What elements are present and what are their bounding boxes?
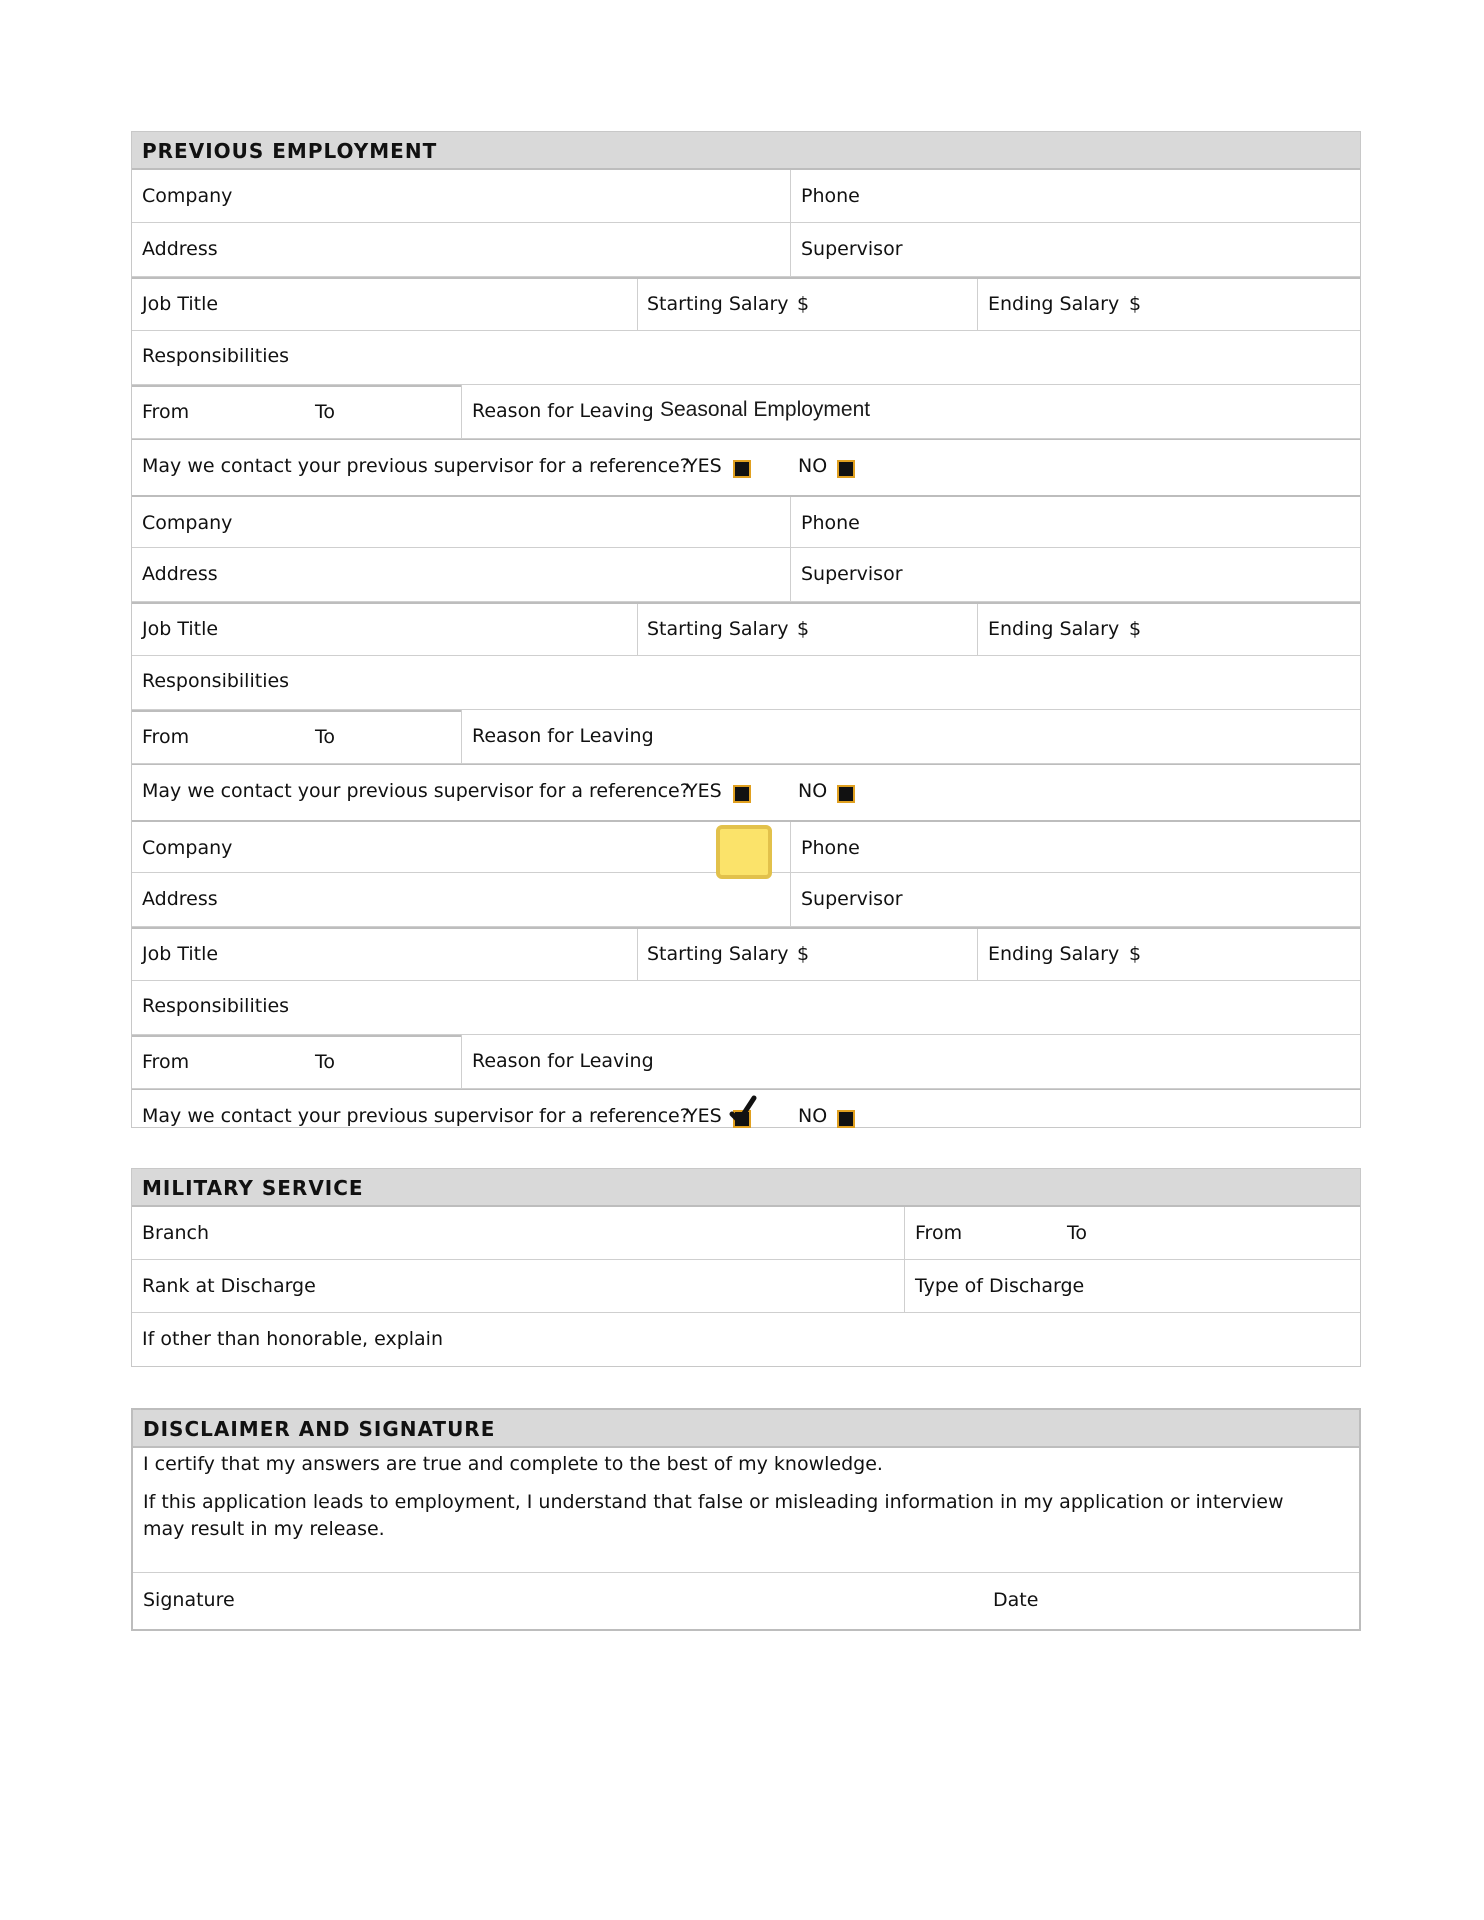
no-checkbox[interactable] xyxy=(837,460,855,478)
ending-salary-field[interactable] xyxy=(977,279,1360,330)
dates-row xyxy=(132,385,1360,439)
disclaimer-line-2a: If this application leads to employment, I understand that false or misleading information in my application or interview xyxy=(143,1491,1284,1513)
reason-label: Reason for Leaving xyxy=(472,1050,654,1072)
supervisor-label: Supervisor xyxy=(801,888,903,910)
to-label: To xyxy=(315,726,336,748)
reference-row xyxy=(132,764,1360,820)
branch-label: Branch xyxy=(142,1222,210,1244)
company-label: Company xyxy=(142,837,233,859)
phone-label: Phone xyxy=(801,512,860,534)
ending-salary-field[interactable] xyxy=(977,929,1360,980)
to-label: To xyxy=(315,401,336,423)
no-checkbox[interactable] xyxy=(837,1110,855,1128)
address-label: Address xyxy=(142,888,218,910)
from-label: From xyxy=(142,401,190,423)
discharge-type-field[interactable] xyxy=(904,1260,1360,1312)
address-row xyxy=(132,548,1360,602)
service-dates-field[interactable] xyxy=(904,1207,1360,1259)
responsibilities-label: Responsibilities xyxy=(142,670,290,692)
phone-field[interactable] xyxy=(790,170,1360,222)
previous-employment-title: PREVIOUS EMPLOYMENT xyxy=(132,132,1360,170)
address-field[interactable] xyxy=(132,223,790,276)
disclaimer-text-row xyxy=(133,1448,1359,1573)
address-field[interactable] xyxy=(132,548,790,601)
starting-currency: $ xyxy=(797,293,810,315)
disclaimer-line-2b: may result in my release. xyxy=(143,1518,385,1540)
previous-employment-section xyxy=(131,131,1361,1128)
reason-field[interactable] xyxy=(461,385,1360,438)
discharge-type-label: Type of Discharge xyxy=(915,1275,1085,1297)
supervisor-field[interactable] xyxy=(790,873,1360,926)
reason-label: Reason for Leaving xyxy=(472,400,654,422)
date-label: Date xyxy=(993,1589,1039,1611)
no-label: NO xyxy=(798,780,828,802)
reason-field[interactable] xyxy=(461,1035,1360,1088)
supervisor-field[interactable] xyxy=(790,548,1360,601)
supervisor-field[interactable] xyxy=(790,223,1360,276)
rank-row xyxy=(132,1260,1360,1313)
disclaimer-title: DISCLAIMER AND SIGNATURE xyxy=(133,1410,1359,1448)
starting-salary-field[interactable] xyxy=(637,929,977,980)
company-label: Company xyxy=(142,512,233,534)
starting-salary-field[interactable] xyxy=(637,604,977,655)
starting-salary-label: Starting Salary xyxy=(647,618,789,640)
address-row xyxy=(132,873,1360,927)
military-service-section xyxy=(131,1168,1361,1367)
military-to-label: To xyxy=(1067,1222,1088,1244)
date-field[interactable] xyxy=(983,1573,1359,1629)
employment-entry xyxy=(132,495,1360,820)
address-label: Address xyxy=(142,563,218,585)
ending-salary-label: Ending Salary xyxy=(988,293,1120,315)
responsibilities-label: Responsibilities xyxy=(142,345,290,367)
reference-question: May we contact your previous supervisor for a reference? xyxy=(142,1105,690,1127)
ending-salary-field[interactable] xyxy=(977,604,1360,655)
phone-label: Phone xyxy=(801,837,860,859)
yes-checkbox[interactable] xyxy=(733,460,751,478)
branch-row xyxy=(132,1207,1360,1260)
job-title-row xyxy=(132,927,1360,981)
company-label: Company xyxy=(142,185,233,207)
ending-currency: $ xyxy=(1129,618,1142,640)
rank-field[interactable] xyxy=(132,1260,904,1312)
address-label: Address xyxy=(142,238,218,260)
reason-field[interactable] xyxy=(461,710,1360,763)
starting-salary-field[interactable] xyxy=(637,279,977,330)
dates-field[interactable] xyxy=(132,1035,461,1088)
job-title-row xyxy=(132,602,1360,656)
yes-label: YES xyxy=(686,780,722,802)
dates-row xyxy=(132,710,1360,764)
sticky-note[interactable] xyxy=(716,825,772,879)
job-title-label: Job Title xyxy=(142,618,219,640)
company-field[interactable] xyxy=(132,822,790,872)
no-checkbox[interactable] xyxy=(837,785,855,803)
dates-field[interactable] xyxy=(132,385,461,438)
rank-label: Rank at Discharge xyxy=(142,1275,316,1297)
ending-salary-label: Ending Salary xyxy=(988,943,1120,965)
job-title-field[interactable] xyxy=(132,279,637,330)
signature-label: Signature xyxy=(143,1589,235,1611)
address-field[interactable] xyxy=(132,873,790,926)
company-row xyxy=(132,170,1360,223)
phone-label: Phone xyxy=(801,185,860,207)
branch-field[interactable] xyxy=(132,1207,904,1259)
no-label: NO xyxy=(798,1105,828,1127)
responsibilities-field[interactable] xyxy=(132,331,1360,384)
company-field[interactable] xyxy=(132,497,790,547)
yes-label: YES xyxy=(686,455,722,477)
reference-row xyxy=(132,1089,1360,1145)
ending-salary-label: Ending Salary xyxy=(988,618,1120,640)
dates-row xyxy=(132,1035,1360,1089)
employment-entry xyxy=(132,170,1360,495)
job-title-label: Job Title xyxy=(142,943,219,965)
starting-currency: $ xyxy=(797,943,810,965)
no-label: NO xyxy=(798,455,828,477)
ending-currency: $ xyxy=(1129,943,1142,965)
job-title-field[interactable] xyxy=(132,929,637,980)
responsibilities-label: Responsibilities xyxy=(142,995,290,1017)
phone-field[interactable] xyxy=(790,822,1360,872)
starting-salary-label: Starting Salary xyxy=(647,293,789,315)
military-from-label: From xyxy=(915,1222,963,1244)
responsibilities-row xyxy=(132,981,1360,1035)
job-title-field[interactable] xyxy=(132,604,637,655)
signature-row xyxy=(133,1573,1359,1629)
from-label: From xyxy=(142,1051,190,1073)
supervisor-label: Supervisor xyxy=(801,563,903,585)
company-field[interactable] xyxy=(132,170,790,222)
explain-field[interactable] xyxy=(132,1313,1360,1366)
address-row xyxy=(132,223,1360,277)
from-label: From xyxy=(142,726,190,748)
yes-label: YES xyxy=(686,1105,722,1127)
responsibilities-row xyxy=(132,331,1360,385)
checkmark-icon xyxy=(728,1094,758,1124)
disclaimer-section xyxy=(131,1408,1361,1631)
responsibilities-row xyxy=(132,656,1360,710)
starting-salary-label: Starting Salary xyxy=(647,943,789,965)
reference-question: May we contact your previous supervisor for a reference? xyxy=(142,455,690,477)
company-row xyxy=(132,495,1360,548)
supervisor-label: Supervisor xyxy=(801,238,903,260)
signature-field[interactable] xyxy=(133,1573,983,1629)
dates-field[interactable] xyxy=(132,710,461,763)
responsibilities-field[interactable] xyxy=(132,981,1360,1034)
explain-row xyxy=(132,1313,1360,1366)
military-service-title: MILITARY SERVICE xyxy=(132,1169,1360,1207)
reference-row xyxy=(132,439,1360,495)
phone-field[interactable] xyxy=(790,497,1360,547)
job-title-row xyxy=(132,277,1360,331)
explain-label: If other than honorable, explain xyxy=(142,1328,444,1350)
reason-label: Reason for Leaving xyxy=(472,725,654,747)
responsibilities-field[interactable] xyxy=(132,656,1360,709)
job-title-label: Job Title xyxy=(142,293,219,315)
starting-currency: $ xyxy=(797,618,810,640)
yes-checkbox[interactable] xyxy=(733,785,751,803)
ending-currency: $ xyxy=(1129,293,1142,315)
disclaimer-line-1: I certify that my answers are true and complete to the best of my knowledge. xyxy=(143,1453,883,1475)
reason-value: Seasonal Employment xyxy=(660,398,871,421)
reference-question: May we contact your previous supervisor for a reference? xyxy=(142,780,690,802)
to-label: To xyxy=(315,1051,336,1073)
